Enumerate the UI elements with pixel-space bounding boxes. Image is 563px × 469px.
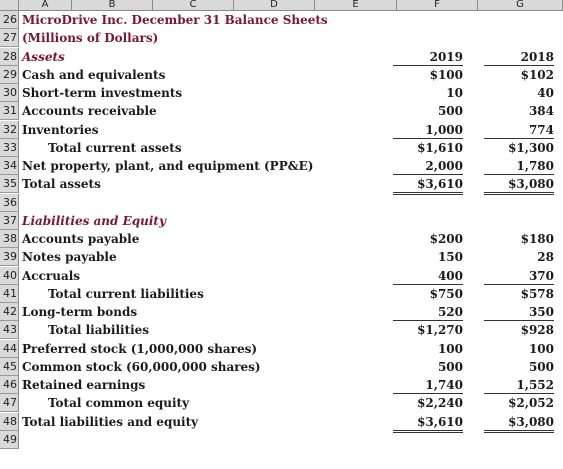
column-header-f[interactable]: F [397,0,478,11]
total-rule-line [484,65,554,66]
sheet-row [0,157,563,175]
total-rule-line [393,174,463,175]
cell-value-2019[interactable]: 1,000 [425,122,463,137]
cell-value-2019[interactable]: $2,240 [417,396,463,411]
cell-label[interactable]: Cash and equivalents [22,67,166,82]
cell-label[interactable]: Retained earnings [22,378,146,392]
cell-label[interactable]: Net property, plant, and equipment (PP&E) [22,159,314,173]
row-number[interactable]: 36 [0,194,19,212]
cell-value-2018[interactable]: $180 [520,232,554,246]
row-number[interactable]: 26 [0,11,19,29]
row-number[interactable]: 39 [0,248,19,266]
sheet-row [0,139,563,157]
row-number[interactable]: 45 [0,358,19,376]
row-number[interactable]: 43 [0,321,19,339]
row-number[interactable]: 28 [0,48,19,66]
total-rule-line [484,192,554,193]
cell-label[interactable]: Preferred stock (1,000,000 shares) [22,341,258,356]
sheet-row [0,267,563,285]
cell-label[interactable]: Liabilities and Equity [22,213,166,228]
sheet-row [0,212,563,230]
total-rule-line [393,430,463,431]
column-header-g[interactable]: G [478,0,563,11]
total-rule-line [393,192,463,193]
cell-value-2018[interactable]: $578 [520,286,554,301]
cell-label[interactable]: Accruals [22,268,81,283]
cell-value-2019[interactable]: $3,610 [417,414,463,429]
cell-value-2019[interactable]: 100 [437,341,463,356]
sheet-row [0,413,563,431]
total-rule-line [484,138,554,139]
cell-value-2018[interactable]: 40 [537,86,554,100]
cell-value-2018[interactable]: 1,780 [516,159,554,173]
sheet-row [0,340,563,358]
sheet-row [0,303,563,321]
column-header-a[interactable]: A [19,0,72,11]
cell-value-2018[interactable]: $3,080 [508,414,554,429]
cell-value-2019[interactable]: 150 [437,250,463,265]
cell-value-2019[interactable]: $3,610 [417,177,463,192]
cell-value-2018[interactable]: 350 [528,305,554,319]
cell-value-2019[interactable]: $1,610 [417,140,463,155]
sheet-row [0,248,563,266]
total-rule-line [484,194,554,195]
cell-value-2019[interactable]: 520 [437,305,463,319]
cell-label[interactable]: Accounts receivable [22,104,157,119]
sheet-row [0,29,563,47]
sheet-row [0,230,563,248]
cell-value-2019[interactable]: $750 [429,286,463,301]
sheet-row [0,321,563,339]
cell-label[interactable]: (Millions of Dollars) [22,31,159,46]
cell-value-2019[interactable]: $1,270 [417,323,463,338]
cell-value-2019[interactable]: 400 [437,268,463,283]
row-number[interactable]: 35 [0,175,19,193]
total-rule-line [484,393,554,394]
sheet-row [0,84,563,102]
cell-value-2019[interactable]: 500 [437,104,463,119]
sheet-row [0,102,563,120]
sheet-row [0,121,563,139]
total-rule-line [484,174,554,175]
cell-value-2019[interactable]: 2019 [429,49,463,64]
total-rule-line [484,430,554,431]
cell-value-2018[interactable]: 500 [528,359,554,374]
sheet-row [0,431,563,449]
sheet-row [0,48,563,66]
cell-value-2018[interactable]: 28 [537,250,554,265]
row-number[interactable]: 46 [0,376,19,394]
cell-value-2018[interactable]: $102 [520,67,554,82]
row-number[interactable]: 37 [0,212,19,230]
total-rule-line [484,320,554,321]
cell-value-2018[interactable]: 2018 [520,49,554,64]
cell-value-2018[interactable]: $1,300 [508,140,554,155]
row-number[interactable]: 31 [0,102,19,120]
cell-label[interactable]: Assets [22,49,65,64]
row-number[interactable]: 34 [0,157,19,175]
cell-label[interactable]: MicroDrive Inc. December 31 Balance Sheets [22,13,328,27]
column-header-c[interactable]: C [153,0,234,11]
cell-value-2019[interactable]: 2,000 [425,159,463,173]
column-header-b[interactable]: B [72,0,153,11]
row-number[interactable]: 30 [0,84,19,102]
row-number[interactable]: 32 [0,121,19,139]
sheet-row [0,285,563,303]
total-rule-line [393,320,463,321]
row-number[interactable]: 48 [0,413,19,431]
total-rule-line [393,65,463,66]
cell-label[interactable]: Notes payable [22,250,117,265]
sheet-row [0,11,563,29]
total-rule-line [393,138,463,139]
row-number[interactable]: 42 [0,303,19,321]
sheet-row [0,175,563,193]
cell-value-2018[interactable]: $3,080 [508,177,554,192]
cell-label[interactable]: Total current liabilities [48,286,204,301]
total-rule-line [393,432,463,433]
cell-label[interactable]: Common stock (60,000,000 shares) [22,359,261,374]
cell-value-2019[interactable]: 1,740 [425,378,463,392]
column-header-e[interactable]: E [315,0,397,11]
cell-value-2018[interactable]: $928 [520,323,554,338]
cell-label[interactable]: Total liabilities [48,323,150,338]
row-number[interactable]: 27 [0,29,19,47]
cell-label[interactable]: Total common equity [48,396,190,411]
row-number[interactable]: 47 [0,394,19,412]
sheet-row [0,358,563,376]
cell-label[interactable]: Total current assets [48,140,182,155]
row-number[interactable]: 40 [0,267,19,285]
cell-value-2019[interactable]: 10 [446,86,463,100]
cell-label[interactable]: Long-term bonds [22,305,138,319]
total-rule-line [484,284,554,285]
cell-label[interactable]: Short-term investments [22,86,183,100]
cell-label[interactable]: Total assets [22,177,101,192]
cell-value-2019[interactable]: $100 [429,67,463,82]
cell-value-2018[interactable]: $2,052 [508,396,554,411]
sheet-row [0,66,563,84]
select-all-corner[interactable] [0,0,19,11]
cell-value-2019[interactable]: 500 [437,359,463,374]
cell-label[interactable]: Accounts payable [22,232,140,246]
cell-value-2018[interactable]: 1,552 [516,378,554,392]
row-number[interactable]: 41 [0,285,19,303]
total-rule-line [393,284,463,285]
cell-label[interactable]: Total liabilities and equity [22,414,199,429]
column-header-d[interactable]: D [234,0,315,11]
total-rule-line [484,432,554,433]
cell-value-2018[interactable]: 370 [528,268,554,283]
row-number[interactable]: 38 [0,230,19,248]
total-rule-line [393,194,463,195]
cell-value-2018[interactable]: 384 [528,104,554,119]
row-number[interactable]: 33 [0,139,19,157]
cell-value-2018[interactable]: 100 [528,341,554,356]
row-number[interactable]: 49 [0,431,19,449]
row-number[interactable]: 44 [0,340,19,358]
row-number[interactable]: 29 [0,66,19,84]
cell-value-2019[interactable]: $200 [429,232,463,246]
sheet-row [0,376,563,394]
cell-label[interactable]: Inventories [22,122,99,137]
cell-value-2018[interactable]: 774 [528,122,554,137]
sheet-row [0,394,563,412]
total-rule-line [393,393,463,394]
sheet-row [0,194,563,212]
